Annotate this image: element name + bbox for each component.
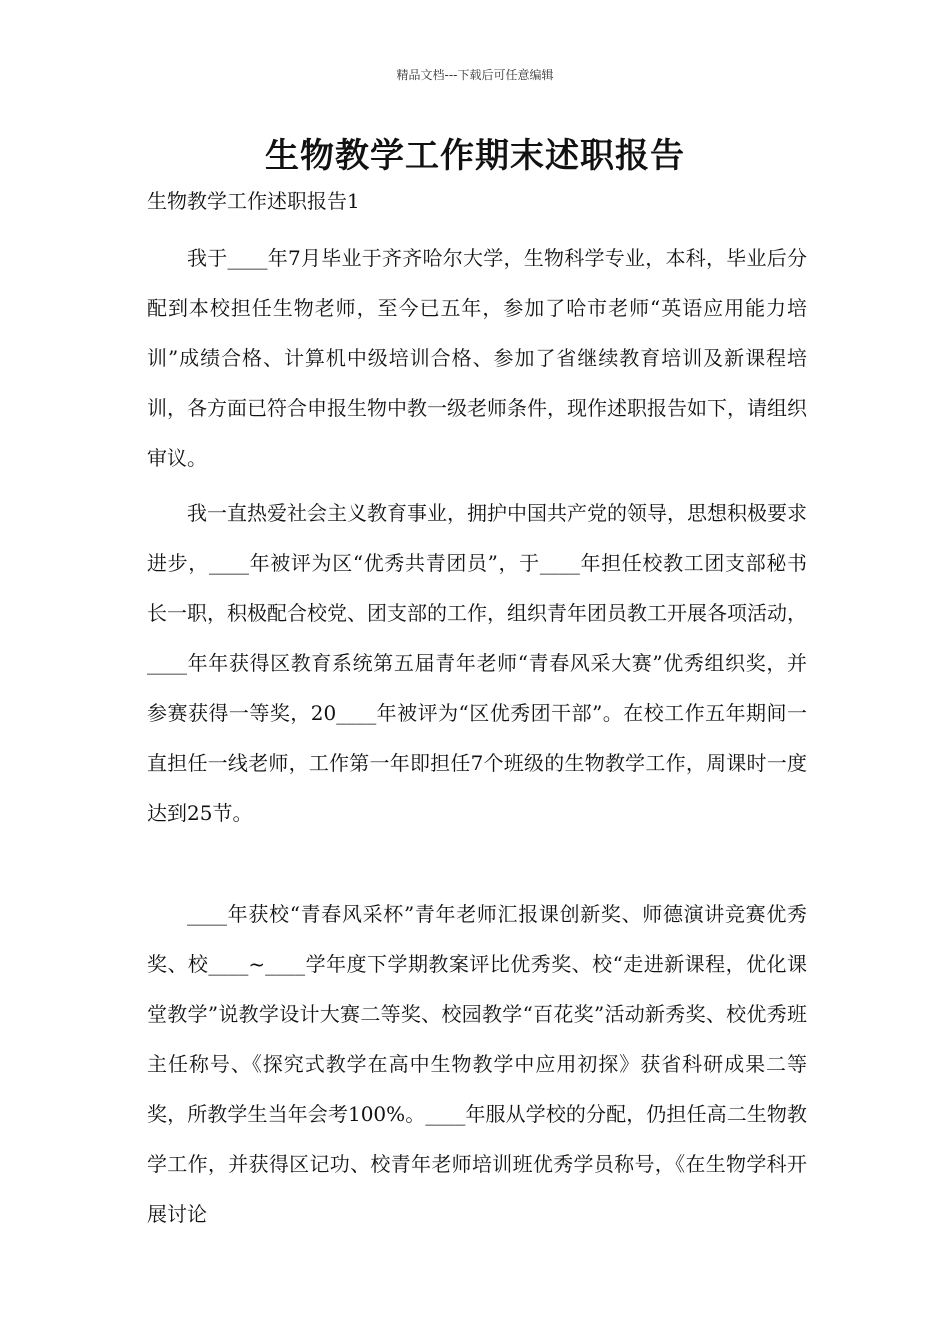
paragraph-1: 我于____年7月毕业于齐齐哈尔大学，生物科学专业，本科，毕业后分配到本校担任生物老师，至今已五年，参加了哈市老师“英语应用能力培训”成绩合格、计算机中级培训合格、参加了省继续教育培训及新课程培训，各方面已符合申报生物中教一级老师条件，现作述职报告如下，请组织审议。 <box>147 246 807 470</box>
document-body <box>147 187 807 1239</box>
section-subheading: 生物教学工作述职报告1 <box>147 189 360 213</box>
document-title: 生物教学工作期末述职报告 <box>265 136 685 176</box>
header-note: 精品文档---下载后可任意编辑 <box>396 68 554 82</box>
paragraph-3: ____年获校“青春风采杯”青年老师汇报课创新奖、师德演讲竞赛优秀奖、校____~____学年度下学期教案评比优秀奖、校“走进新课程，优化课堂教学”说教学设计大赛二等奖、校园教学“百花奖”活动新秀奖、校优秀班主任称号、《探究式教学在高中生物教学中应用初探》获省科研成果二等奖，所教学生当年会考100%。____年服从学校的分配，仍担任高二生物教学工作，并获得区记功、校青年老师培训班优秀学员称号，《在生物学科开展讨论 <box>147 902 807 1226</box>
paragraph-2: 我一直热爱社会主义教育事业，拥护中国共产党的领导，思想积极要求进步，____年被评为区“优秀共青团员”，于____年担任校教工团支部秘书长一职，积极配合校党、团支部的工作，组织青年团员教工开展各项活动，____年年获得区教育系统第五届青年老师“青春风采大赛”优秀组织奖，并参赛获得一等奖，20____年被评为“区优秀团干部”。在校工作五年期间一直担任一线老师，工作第一年即担任7个班级的生物教学工作，周课时一度达到25节。 <box>147 501 807 825</box>
